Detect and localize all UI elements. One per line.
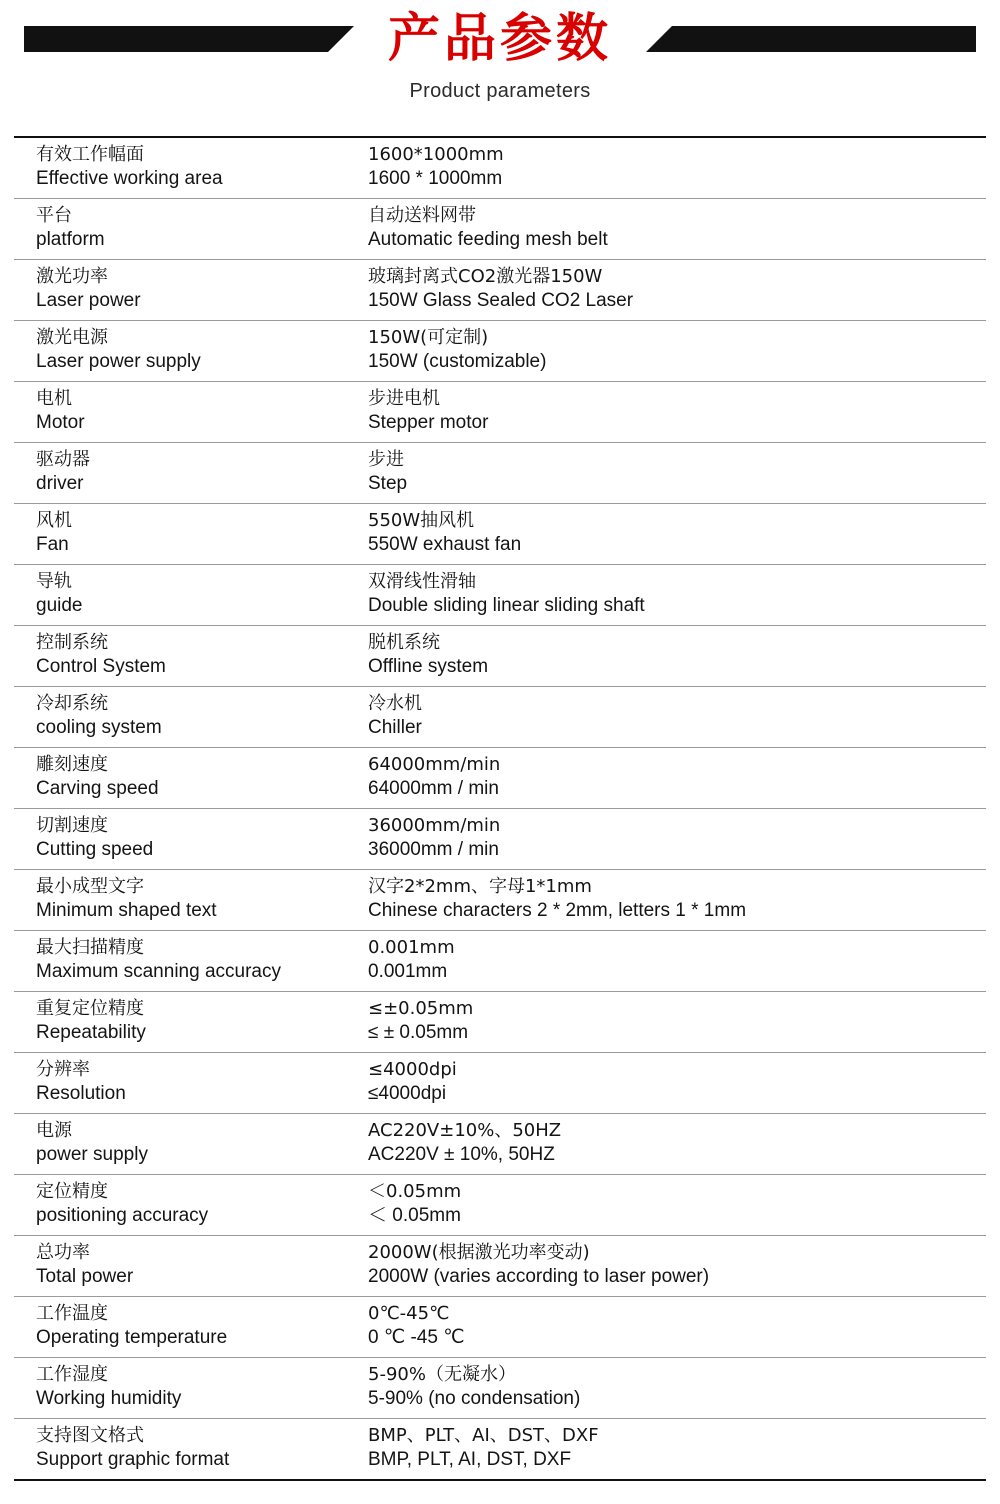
spec-value-en: 36000mm / min (368, 838, 499, 860)
spec-label-cn: 导轨 (36, 571, 72, 593)
title-banner (0, 0, 1000, 78)
spec-value-cell (360, 1236, 986, 1296)
table-row (14, 687, 986, 748)
spec-label-cell (14, 321, 360, 381)
spec-label-cell (14, 748, 360, 808)
page-title-en: Product parameters (409, 80, 591, 102)
spec-label-cell (14, 1114, 360, 1174)
spec-value-en: 0 ℃ -45 ℃ (368, 1326, 465, 1348)
spec-value-en: ＜ 0.05mm (368, 1204, 461, 1226)
spec-value-cn: 脱机系统 (368, 632, 440, 654)
spec-value-en: Offline system (368, 655, 489, 677)
spec-value-cn: ＜0.05mm (368, 1181, 462, 1203)
spec-label-cn: 分辨率 (36, 1059, 90, 1081)
spec-value-cn: 2000W(根据激光功率变动) (368, 1242, 590, 1264)
spec-label-en: Laser power (36, 289, 141, 311)
spec-value-en: ≤ ± 0.05mm (368, 1021, 469, 1043)
spec-value-en: 150W Glass Sealed CO2 Laser (368, 289, 634, 311)
table-row (14, 992, 986, 1053)
table-row (14, 748, 986, 809)
spec-value-en: Chiller (368, 716, 422, 738)
spec-value-cell (360, 565, 986, 625)
spec-label-cn: 雕刻速度 (36, 754, 108, 776)
spec-value-cn: BMP、PLT、AI、DST、DXF (368, 1425, 599, 1447)
spec-value-cn: 汉字2*2mm、字母1*1mm (368, 876, 592, 898)
spec-label-cn: 最大扫描精度 (36, 937, 144, 959)
spec-value-cell (360, 931, 986, 991)
spec-value-cn: 步进电机 (368, 388, 440, 410)
table-row (14, 809, 986, 870)
spec-value-en: Step (368, 472, 408, 494)
spec-value-cn: AC220V±10%、50HZ (368, 1120, 562, 1142)
banner-bar-right (646, 26, 976, 52)
banner-bar-left (24, 26, 354, 52)
spec-value-cell (360, 1358, 986, 1418)
spec-value-cn: 5-90%（无凝水） (368, 1364, 516, 1386)
spec-label-cell (14, 504, 360, 564)
table-row (14, 1053, 986, 1114)
spec-label-en: Control System (36, 655, 166, 677)
spec-label-en: Laser power supply (36, 350, 201, 372)
spec-value-cell (360, 199, 986, 259)
spec-value-cn: 玻璃封离式CO2激光器150W (368, 266, 603, 288)
spec-value-cn: 冷水机 (368, 693, 422, 715)
table-row (14, 321, 986, 382)
spec-value-en: Stepper motor (368, 411, 489, 433)
spec-value-en: BMP, PLT, AI, DST, DXF (368, 1448, 572, 1470)
spec-label-cell (14, 1175, 360, 1235)
table-row (14, 1419, 986, 1479)
spec-value-en: 64000mm / min (368, 777, 499, 799)
spec-value-cell (360, 138, 986, 198)
spec-value-cn: 步进 (368, 449, 404, 471)
spec-label-cell (14, 138, 360, 198)
spec-value-cn: 36000mm/min (368, 815, 501, 837)
spec-value-cn: 550W抽风机 (368, 510, 475, 532)
spec-label-en: Motor (36, 411, 85, 433)
spec-value-en: ≤4000dpi (368, 1082, 447, 1104)
spec-label-en: Repeatability (36, 1021, 146, 1043)
spec-label-cn: 电源 (36, 1120, 72, 1142)
spec-label-cn: 重复定位精度 (36, 998, 144, 1020)
table-row (14, 870, 986, 931)
spec-label-cell (14, 626, 360, 686)
spec-label-en: Effective working area (36, 167, 223, 189)
spec-label-en: cooling system (36, 716, 162, 738)
spec-value-cell (360, 504, 986, 564)
spec-label-cell (14, 870, 360, 930)
spec-value-cell (360, 626, 986, 686)
spec-label-cell (14, 809, 360, 869)
spec-value-en: 0.001mm (368, 960, 448, 982)
table-row (14, 626, 986, 687)
spec-label-en: Resolution (36, 1082, 126, 1104)
table-row (14, 382, 986, 443)
spec-label-cn: 驱动器 (36, 449, 90, 471)
spec-label-cn: 平台 (36, 205, 72, 227)
spec-label-cn: 冷却系统 (36, 693, 108, 715)
spec-value-cn: 1600*1000mm (368, 144, 504, 166)
spec-value-en: 5-90% (no condensation) (368, 1387, 581, 1409)
spec-value-cell (360, 687, 986, 747)
table-row (14, 1175, 986, 1236)
spec-label-en: driver (36, 472, 84, 494)
table-row (14, 1114, 986, 1175)
spec-label-cn: 风机 (36, 510, 72, 532)
spec-label-cell (14, 1236, 360, 1296)
spec-value-cn: 150W(可定制) (368, 327, 489, 349)
page-title-cn: 产品参数 (387, 9, 612, 69)
specifications-table (14, 136, 986, 1481)
spec-label-en: Operating temperature (36, 1326, 228, 1348)
spec-value-cn: ≤4000dpi (368, 1059, 457, 1081)
table-row (14, 443, 986, 504)
spec-label-cell (14, 1419, 360, 1479)
spec-value-cell (360, 870, 986, 930)
spec-label-en: positioning accuracy (36, 1204, 209, 1226)
spec-value-cell (360, 443, 986, 503)
spec-value-en: 150W (customizable) (368, 350, 547, 372)
spec-value-en: Chinese characters 2 * 2mm, letters 1 * 1mm (368, 899, 747, 921)
spec-label-cn: 工作温度 (36, 1303, 108, 1325)
table-row (14, 1297, 986, 1358)
table-row (14, 138, 986, 199)
spec-value-cell (360, 1114, 986, 1174)
spec-value-cell (360, 992, 986, 1052)
table-row (14, 931, 986, 992)
spec-label-cn: 支持图文格式 (36, 1425, 144, 1447)
spec-label-en: Maximum scanning accuracy (36, 960, 281, 982)
spec-value-cell (360, 809, 986, 869)
spec-value-cn: 双滑线性滑轴 (368, 571, 476, 593)
spec-label-cn: 激光电源 (36, 327, 108, 349)
spec-label-cell (14, 1297, 360, 1357)
spec-label-en: Working humidity (36, 1387, 182, 1409)
spec-label-cn: 总功率 (36, 1242, 90, 1264)
spec-label-cn: 最小成型文字 (36, 876, 144, 898)
spec-value-en: Automatic feeding mesh belt (368, 228, 608, 250)
spec-value-cn: ≤±0.05mm (368, 998, 474, 1020)
spec-label-en: Support graphic format (36, 1448, 230, 1470)
spec-value-en: Double sliding linear sliding shaft (368, 594, 645, 616)
spec-label-cell (14, 565, 360, 625)
table-row (14, 199, 986, 260)
spec-label-cn: 有效工作幅面 (36, 144, 144, 166)
spec-label-cell (14, 1053, 360, 1113)
table-row (14, 565, 986, 626)
table-row (14, 1358, 986, 1419)
page-header (0, 0, 1000, 120)
spec-label-cn: 电机 (36, 388, 72, 410)
spec-value-cell (360, 1053, 986, 1113)
spec-label-en: Cutting speed (36, 838, 154, 860)
spec-value-cn: 64000mm/min (368, 754, 501, 776)
spec-label-cell (14, 382, 360, 442)
spec-value-cell (360, 1297, 986, 1357)
spec-value-cell (360, 260, 986, 320)
spec-label-en: power supply (36, 1143, 148, 1165)
spec-value-cell (360, 748, 986, 808)
spec-label-cell (14, 199, 360, 259)
spec-label-cn: 定位精度 (36, 1181, 108, 1203)
spec-value-cn: 0℃-45℃ (368, 1303, 450, 1325)
table-row (14, 504, 986, 565)
spec-value-cn: 0.001mm (368, 937, 455, 959)
spec-label-cell (14, 260, 360, 320)
spec-label-en: Total power (36, 1265, 134, 1287)
spec-label-cell (14, 931, 360, 991)
table-row (14, 260, 986, 321)
spec-label-cn: 控制系统 (36, 632, 108, 654)
spec-label-cell (14, 992, 360, 1052)
spec-value-cell (360, 321, 986, 381)
spec-label-cn: 工作湿度 (36, 1364, 108, 1386)
spec-label-en: Fan (36, 533, 69, 555)
spec-label-cell (14, 443, 360, 503)
spec-label-en: Minimum shaped text (36, 899, 217, 921)
spec-label-cell (14, 687, 360, 747)
spec-value-en: 550W exhaust fan (368, 533, 522, 555)
spec-label-en: Carving speed (36, 777, 159, 799)
spec-value-en: 1600 * 1000mm (368, 167, 503, 189)
table-row (14, 1236, 986, 1297)
spec-value-en: AC220V ± 10%, 50HZ (368, 1143, 555, 1165)
spec-value-en: 2000W (varies according to laser power) (368, 1265, 710, 1287)
spec-label-cn: 切割速度 (36, 815, 108, 837)
spec-label-en: platform (36, 228, 105, 250)
spec-label-cell (14, 1358, 360, 1418)
spec-value-cn: 自动送料网带 (368, 205, 476, 227)
spec-value-cell (360, 1175, 986, 1235)
spec-label-cn: 激光功率 (36, 266, 108, 288)
spec-value-cell (360, 382, 986, 442)
spec-value-cell (360, 1419, 986, 1479)
spec-label-en: guide (36, 594, 83, 616)
